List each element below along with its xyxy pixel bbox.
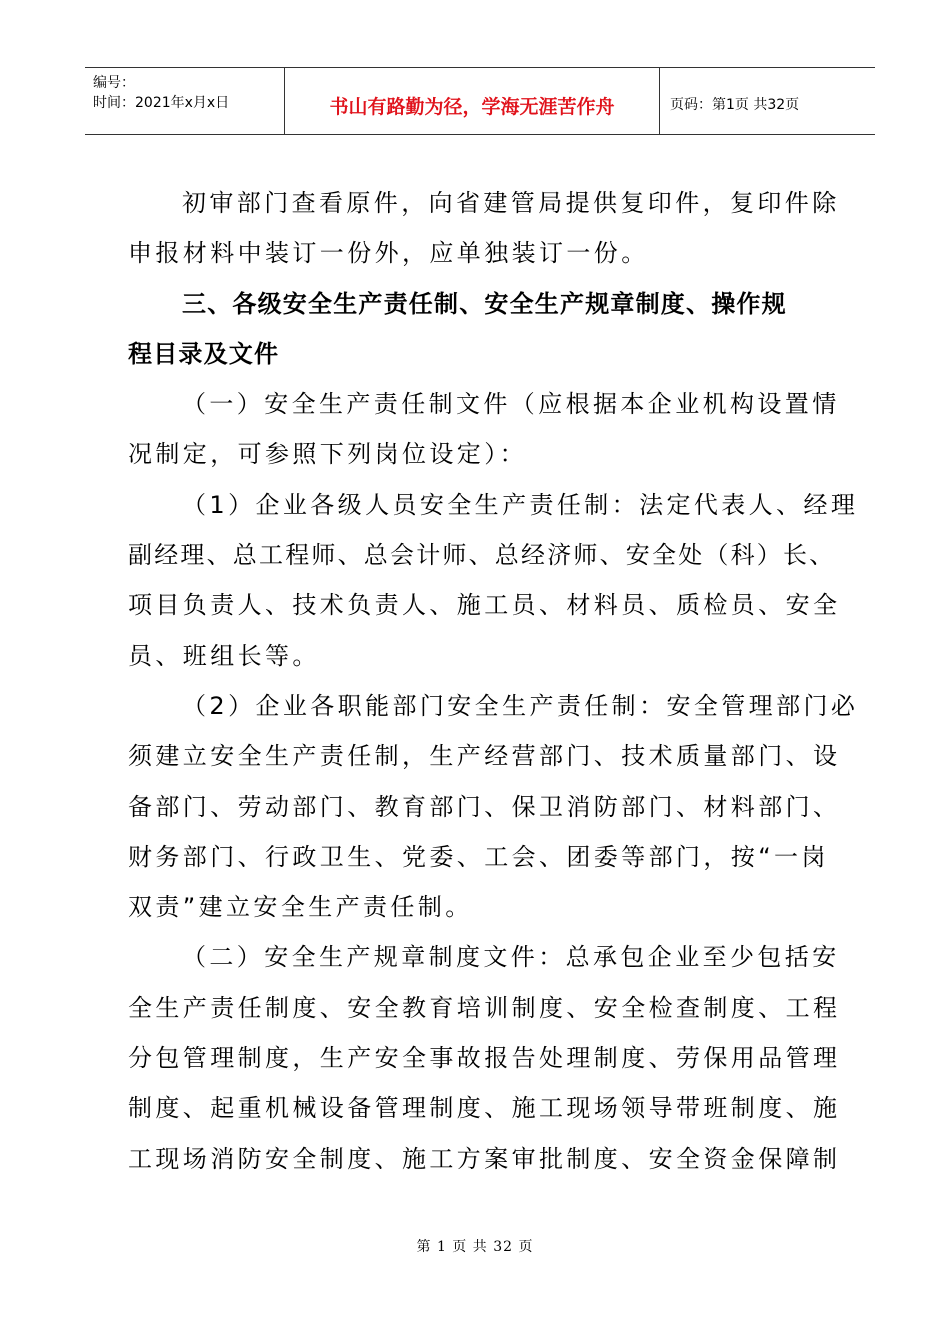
body-line: （2）企业各职能部门安全生产责任制：安全管理部门必 (182, 691, 859, 720)
document-header (85, 67, 875, 135)
header-page-code: 页码：第1页 共32页 (670, 97, 800, 113)
body-line: （二）安全生产规章制度文件：总承包企业至少包括安 (182, 943, 840, 972)
date-label: 时间：2021年x月x日 (93, 95, 230, 111)
body-line: 双责”建立安全生产责任制。 (128, 893, 473, 922)
header-meta-cell (85, 68, 285, 134)
header-page-cell (660, 68, 875, 134)
header-motto: 书山有路勤为径，学海无涯苦作舟 (329, 96, 615, 118)
serial-number-label: 编号： (93, 75, 135, 91)
body-line: 副经理、总工程师、总会计师、总经济师、安全处（科）长、 (128, 541, 836, 570)
body-line: 工现场消防安全制度、施工方案审批制度、安全资金保障制 (128, 1144, 841, 1173)
body-line: 况制定，可参照下列岗位设定）： (128, 440, 527, 469)
body-line: 备部门、劳动部门、教育部门、保卫消防部门、材料部门、 (128, 792, 841, 821)
body-line: 分包管理制度，生产安全事故报告处理制度、劳保用品管理 (128, 1044, 841, 1073)
body-line: 财务部门、行政卫生、党委、工会、团委等部门，按“一岗 (128, 842, 829, 871)
body-line: 须建立安全生产责任制，生产经营部门、技术质量部门、设 (128, 742, 841, 771)
page-footer: 第 1 页 共 32 页 (416, 1239, 534, 1255)
section-heading: 三、各级安全生产责任制、安全生产规章制度、操作规 (182, 289, 787, 318)
body-line: 员、班组长等。 (128, 641, 320, 670)
body-line: 制度、起重机械设备管理制度、施工现场领导带班制度、施 (128, 1094, 841, 1123)
section-heading: 程目录及文件 (128, 339, 280, 368)
body-line: （一）安全生产责任制文件（应根据本企业机构设置情 (182, 390, 840, 419)
header-motto-cell (285, 68, 660, 134)
body-line: 申报材料中装订一份外，应单独装订一份。 (128, 239, 649, 268)
document-body (128, 178, 859, 1184)
body-line: 全生产责任制度、安全教育培训制度、安全检查制度、工程 (128, 993, 841, 1022)
body-line: （1）企业各级人员安全生产责任制：法定代表人、经理 (182, 490, 859, 519)
body-line: 初审部门查看原件，向省建管局提供复印件，复印件除 (182, 189, 840, 217)
body-line: 项目负责人、技术负责人、施工员、材料员、质检员、安全 (128, 591, 841, 620)
